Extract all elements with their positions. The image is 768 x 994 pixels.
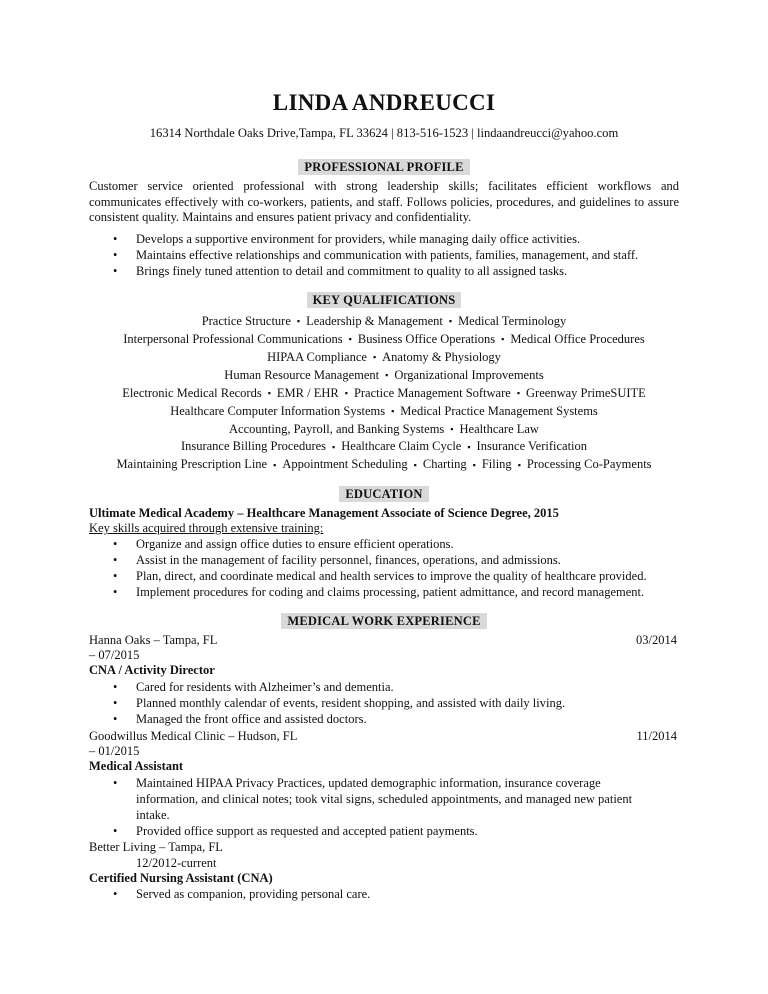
qualification-item: Medical Practice Management Systems — [400, 403, 598, 418]
square-bullet-icon: ▪ — [267, 388, 271, 399]
list-item: • Maintains effective relationships and communication with patients, families, management, and staff. — [113, 248, 639, 262]
job-start-date: 11/2014 — [636, 729, 677, 743]
qualification-item: Anatomy & Physiology — [382, 349, 501, 364]
qualification-line — [0, 385, 768, 403]
qualification-line — [0, 331, 768, 349]
square-bullet-icon: ▪ — [413, 459, 417, 470]
qualification-item: Insurance Billing Procedures — [180, 439, 327, 454]
education-heading: EDUCATION — [339, 486, 428, 502]
qualification-item: Accounting, Payroll, and Banking Systems — [229, 421, 445, 436]
list-item: • Implement procedures for coding and claims processing, patient admittance, and record management. — [113, 585, 645, 599]
bullet-icon: • — [113, 585, 118, 599]
contact-info: 16314 Northdale Oaks Drive,Tampa, FL 33624 | 813-516-1523 | lindaandreucci@yahoo.com — [149, 126, 619, 140]
list-item: • Plan, direct, and coordinate medical and health services to improve the quality of healthcare provided. — [113, 569, 647, 583]
skills-label: Key skills acquired through extensive training: — [89, 521, 324, 535]
bullet-icon: • — [113, 264, 118, 278]
qualification-item: Insurance Verification — [476, 439, 588, 454]
job-title: Medical Assistant — [89, 759, 184, 773]
job-bullets — [89, 775, 664, 839]
list-item: • Provided office support as requested and accepted patient payments. — [113, 824, 478, 838]
profile-section — [0, 158, 768, 176]
job-bullets — [89, 886, 689, 902]
bullet-icon: • — [113, 537, 118, 551]
qualification-line — [0, 313, 768, 331]
bullet-icon: • — [113, 248, 118, 262]
job-bullets — [89, 679, 689, 727]
square-bullet-icon: ▪ — [273, 459, 277, 470]
qualifications-list — [0, 313, 768, 474]
list-item: • Cared for residents with Alzheimer’s and dementia. — [113, 680, 394, 694]
qualification-item: Practice Management Software — [353, 385, 511, 400]
qualification-item: Processing Co-Payments — [526, 457, 652, 472]
qualification-line — [0, 403, 768, 421]
qualification-item: Maintaining Prescription Line — [116, 457, 268, 472]
list-item: • Planned monthly calendar of events, resident shopping, and assisted with daily living. — [113, 696, 566, 710]
bullet-icon: • — [113, 712, 118, 726]
square-bullet-icon: ▪ — [332, 441, 336, 452]
square-bullet-icon: ▪ — [385, 370, 389, 381]
list-item: • Maintained HIPAA Privacy Practices, updated demographic information, insurance coverage information, and clinical notes; took vital signs, scheduled appointments, and managed new patient intake. — [113, 776, 633, 822]
bullet-icon: • — [113, 553, 118, 567]
bullet-icon: • — [113, 887, 118, 901]
square-bullet-icon: ▪ — [501, 334, 505, 345]
job-end-date: – 07/2015 — [89, 648, 140, 662]
qualification-item: Healthcare Law — [459, 421, 539, 436]
list-item: • Develops a supportive environment for providers, while managing daily office activities. — [113, 232, 581, 246]
qualification-item: Electronic Medical Records — [122, 385, 262, 400]
job-employer: Goodwillus Medical Clinic – Hudson, FL — [89, 729, 298, 743]
square-bullet-icon: ▪ — [344, 388, 348, 399]
list-item: • Brings finely tuned attention to detail and commitment to quality to all assigned tasks. — [113, 264, 568, 278]
list-item: • Served as companion, providing personal care. — [113, 887, 371, 901]
square-bullet-icon: ▪ — [296, 316, 301, 327]
qualification-item: EMR / EHR — [276, 385, 339, 400]
experience-section — [0, 612, 768, 630]
qualification-line — [0, 421, 768, 439]
qualification-item: Medical Office Procedures — [510, 331, 645, 346]
job-start-date: 03/2014 — [636, 633, 677, 647]
qualification-item: Healthcare Claim Cycle — [341, 439, 462, 454]
qualification-line — [0, 456, 768, 474]
list-item: • Organize and assign office duties to ensure efficient operations. — [113, 537, 454, 551]
education-bullets — [89, 536, 689, 600]
square-bullet-icon: ▪ — [467, 441, 471, 452]
qualification-item: Business Office Operations — [357, 331, 496, 346]
qualification-item: Interpersonal Professional Communications — [123, 331, 343, 346]
profile-heading: PROFESSIONAL PROFILE — [298, 159, 469, 175]
experience-heading: MEDICAL WORK EXPERIENCE — [281, 613, 486, 629]
qualification-item: Filing — [481, 457, 512, 472]
job-title: Certified Nursing Assistant (CNA) — [89, 871, 273, 885]
square-bullet-icon: ▪ — [517, 459, 521, 470]
bullet-icon: • — [113, 232, 118, 246]
bullet-icon: • — [113, 824, 118, 838]
candidate-name: LINDA ANDREUCCI — [272, 90, 496, 115]
profile-bullets — [89, 231, 689, 279]
square-bullet-icon: ▪ — [372, 352, 377, 363]
square-bullet-icon: ▪ — [450, 423, 454, 434]
bullet-icon: • — [113, 696, 118, 710]
job-title: CNA / Activity Director — [89, 663, 215, 677]
profile-summary: Customer service oriented professional with strong leadership skills; facilitates efficient workflows and communicates effectively with co-workers, patients, and staff. Follows policies, procedures, and guidelines to assure consistent quality. Maintains and ensures patient privacy and confidentiality. — [89, 179, 679, 224]
education-section — [0, 485, 768, 503]
qualification-item: Appointment Scheduling — [282, 457, 408, 472]
qualifications-heading: KEY QUALIFICATIONS — [307, 292, 462, 308]
qualification-item: Practice Structure — [201, 314, 291, 328]
list-item: • Assist in the management of facility personnel, finances, operations, and admissions. — [113, 553, 561, 567]
qualification-line — [0, 349, 768, 367]
degree: Ultimate Medical Academy – Healthcare Management Associate of Science Degree, 2015 — [89, 506, 559, 520]
qualifications-section — [0, 291, 768, 309]
qualification-line — [0, 438, 768, 456]
job-dates: 12/2012-current — [136, 856, 217, 870]
job-employer: Better Living – Tampa, FL — [89, 840, 223, 854]
qualification-item: Charting — [422, 457, 467, 472]
bullet-icon: • — [113, 776, 118, 790]
list-item: • Managed the front office and assisted doctors. — [113, 712, 367, 726]
job-end-date: – 01/2015 — [89, 744, 140, 758]
qualification-line — [0, 367, 768, 385]
square-bullet-icon: ▪ — [516, 388, 521, 399]
qualification-item: Organizational Improvements — [394, 367, 544, 382]
qualification-item: Greenway PrimeSUITE — [526, 385, 646, 400]
bullet-icon: • — [113, 680, 118, 694]
square-bullet-icon: ▪ — [472, 459, 476, 470]
qualification-item: Human Resource Management — [224, 367, 380, 382]
square-bullet-icon: ▪ — [391, 405, 395, 416]
qualification-item: Leadership & Management — [306, 314, 443, 328]
square-bullet-icon: ▪ — [348, 334, 352, 345]
bullet-icon: • — [113, 569, 118, 583]
qualification-item: Medical Terminology — [458, 314, 567, 328]
qualification-item: Healthcare Computer Information Systems — [170, 403, 386, 418]
square-bullet-icon: ▪ — [448, 316, 453, 327]
qualification-item: HIPAA Compliance — [267, 349, 367, 364]
job-employer: Hanna Oaks – Tampa, FL — [89, 633, 218, 647]
